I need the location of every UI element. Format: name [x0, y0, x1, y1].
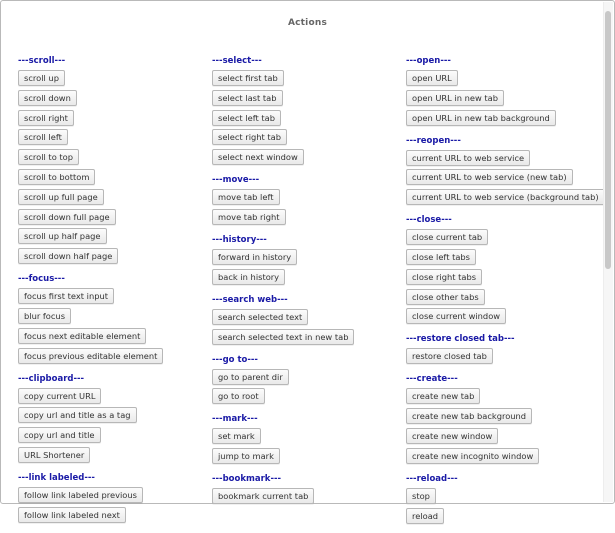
action-group-scroll	[18, 55, 208, 264]
page-title: Actions	[287, 18, 328, 28]
select-last-tab-button[interactable]: select last tab	[212, 90, 283, 106]
copy-current-url-button[interactable]: copy current URL	[18, 388, 101, 404]
group-heading: ---move---	[212, 175, 260, 186]
actions-column	[212, 55, 402, 513]
copy-url-and-title-button[interactable]: copy url and title	[18, 427, 101, 443]
action-group-open	[406, 55, 596, 126]
create-new-window-button[interactable]: create new window	[406, 428, 498, 444]
action-group-go-to	[212, 354, 402, 405]
follow-link-labeled-previous-button[interactable]: follow link labeled previous	[18, 487, 143, 503]
action-group-reload	[406, 473, 596, 524]
scroll-right-button[interactable]: scroll right	[18, 110, 74, 126]
scroll-down-button[interactable]: scroll down	[18, 90, 77, 106]
forward-in-history-button[interactable]: forward in history	[212, 249, 297, 265]
select-first-tab-button[interactable]: select first tab	[212, 70, 284, 86]
group-heading: ---scroll---	[18, 56, 66, 66]
action-group-close	[406, 214, 596, 324]
reload-button[interactable]: reload	[406, 508, 444, 524]
scroll-to-bottom-button[interactable]: scroll to bottom	[18, 169, 95, 185]
select-left-tab-button[interactable]: select left tab	[212, 110, 281, 126]
close-current-tab-button[interactable]: close current tab	[406, 229, 488, 245]
close-current-window-button[interactable]: close current window	[406, 308, 506, 324]
action-group-history	[212, 234, 402, 285]
action-group-bookmark	[212, 473, 402, 504]
action-group-clipboard	[18, 373, 208, 463]
group-heading: ---search web---	[212, 294, 288, 305]
group-heading: ---link labeled---	[18, 472, 95, 483]
group-heading: ---bookmark---	[212, 474, 282, 485]
open-url-in-new-tab-button[interactable]: open URL in new tab	[406, 90, 504, 106]
group-heading: ---history---	[212, 234, 267, 245]
select-next-window-button[interactable]: select next window	[212, 149, 304, 165]
create-new-tab-button[interactable]: create new tab	[406, 388, 480, 404]
close-other-tabs-button[interactable]: close other tabs	[406, 289, 485, 305]
move-tab-left-button[interactable]: move tab left	[212, 189, 280, 205]
action-group-link-labeled	[18, 472, 208, 523]
group-heading: ---open---	[406, 56, 451, 66]
back-in-history-button[interactable]: back in history	[212, 269, 285, 285]
action-group-create	[406, 373, 596, 463]
focus-next-editable-element-button[interactable]: focus next editable element	[18, 328, 146, 344]
focus-first-text-input-button[interactable]: focus first text input	[18, 288, 114, 304]
action-group-search-web	[212, 294, 402, 345]
stop-button[interactable]: stop	[406, 488, 436, 504]
scroll-to-top-button[interactable]: scroll to top	[18, 149, 79, 165]
group-heading: ---close---	[406, 215, 452, 226]
open-url-button[interactable]: open URL	[406, 70, 458, 86]
close-right-tabs-button[interactable]: close right tabs	[406, 269, 482, 285]
go-to-root-button[interactable]: go to root	[212, 388, 265, 404]
group-heading: ---reload---	[406, 473, 458, 484]
group-heading: ---go to---	[212, 354, 258, 365]
action-group-reopen	[406, 135, 599, 206]
scroll-down-full-page-button[interactable]: scroll down full page	[18, 209, 116, 225]
follow-link-labeled-next-button[interactable]: follow link labeled next	[18, 507, 126, 523]
set-mark-button[interactable]: set mark	[212, 428, 261, 444]
scroll-up-full-page-button[interactable]: scroll up full page	[18, 189, 104, 205]
group-heading: ---mark---	[212, 414, 258, 425]
close-left-tabs-button[interactable]: close left tabs	[406, 249, 476, 265]
select-right-tab-button[interactable]: select right tab	[212, 129, 287, 145]
scroll-down-half-page-button[interactable]: scroll down half page	[18, 248, 118, 264]
scrollbar-thumb[interactable]	[605, 11, 611, 269]
scroll-up-button[interactable]: scroll up	[18, 70, 65, 86]
group-heading: ---reopen---	[406, 135, 461, 146]
current-url-to-web-service-button[interactable]: current URL to web service	[406, 150, 530, 166]
group-heading: ---select---	[212, 56, 262, 66]
group-heading: ---create---	[406, 374, 458, 385]
group-heading: ---focus---	[18, 274, 65, 285]
search-selected-text-button[interactable]: search selected text	[212, 309, 308, 325]
open-url-in-new-tab-background-button[interactable]: open URL in new tab background	[406, 110, 556, 126]
action-group-move	[212, 174, 402, 225]
action-group-select	[212, 55, 402, 165]
actions-column	[406, 55, 599, 533]
action-group-mark	[212, 413, 402, 464]
action-group-restore-closed-tab	[406, 333, 596, 364]
scroll-up-half-page-button[interactable]: scroll up half page	[18, 228, 107, 244]
actions-column	[18, 55, 208, 532]
go-to-parent-dir-button[interactable]: go to parent dir	[212, 369, 289, 385]
group-heading: ---restore closed tab---	[406, 334, 515, 345]
vertical-scrollbar[interactable]	[603, 2, 613, 502]
current-url-to-web-service-background-tab-button[interactable]: current URL to web service (background tab)	[406, 189, 605, 205]
restore-closed-tab-button[interactable]: restore closed tab	[406, 348, 493, 364]
focus-previous-editable-element-button[interactable]: focus previous editable element	[18, 348, 163, 364]
scroll-left-button[interactable]: scroll left	[18, 129, 68, 145]
move-tab-right-button[interactable]: move tab right	[212, 209, 286, 225]
bookmark-current-tab-button[interactable]: bookmark current tab	[212, 488, 314, 504]
current-url-to-web-service-new-tab-button[interactable]: current URL to web service (new tab)	[406, 169, 573, 185]
copy-url-and-title-as-a-tag-button[interactable]: copy url and title as a tag	[18, 407, 137, 423]
action-group-focus	[18, 273, 208, 363]
group-heading: ---clipboard---	[18, 373, 85, 384]
create-new-tab-background-button[interactable]: create new tab background	[406, 408, 532, 424]
create-new-incognito-window-button[interactable]: create new incognito window	[406, 448, 539, 464]
url-shortener-button[interactable]: URL Shortener	[18, 447, 90, 463]
search-selected-text-in-new-tab-button[interactable]: search selected text in new tab	[212, 329, 354, 345]
blur-focus-button[interactable]: blur focus	[18, 308, 71, 324]
jump-to-mark-button[interactable]: jump to mark	[212, 448, 280, 464]
